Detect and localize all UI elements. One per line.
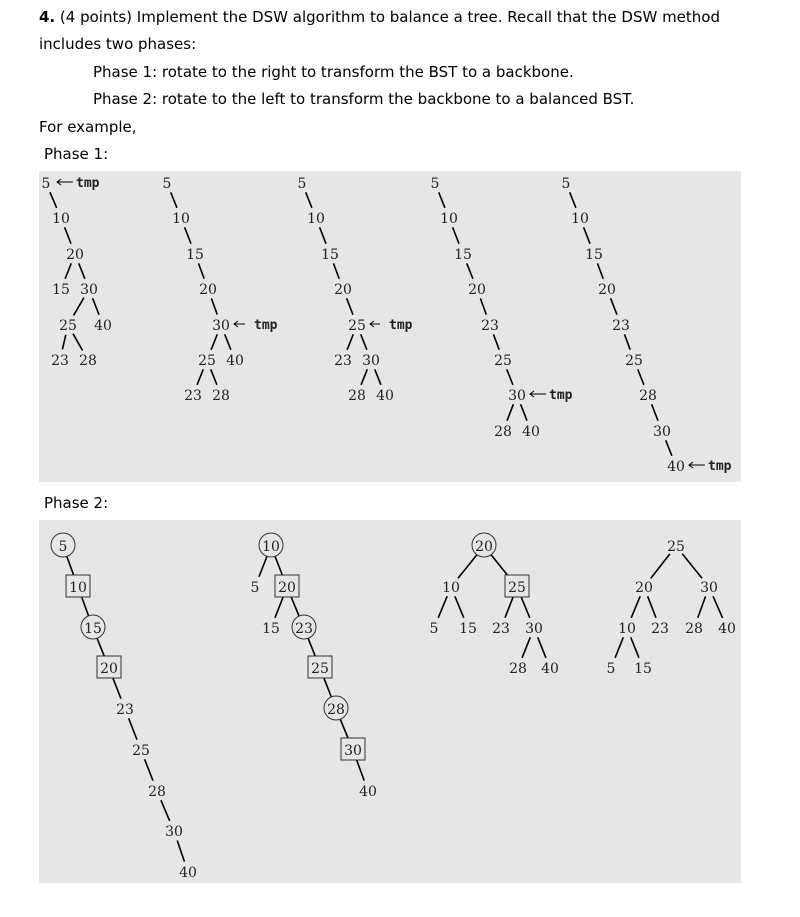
tree-node: 20 [635,580,653,596]
tree-node: 15 [262,621,280,637]
tmp-pointer-label: tmp [254,318,278,333]
tree-edge [631,637,639,658]
phase1_trees-tree-3 [298,176,413,404]
tree-node: 10 [69,580,87,596]
tree-node: 28 [639,388,657,404]
tree-node: 10 [172,211,190,227]
tree-node: 25 [625,353,643,369]
tree-edge [648,596,656,617]
tree-node: 40 [179,865,197,881]
tree-node: 30 [212,318,230,334]
tree-edge [306,192,312,208]
tree-edge [65,263,71,279]
tree-node: 25 [348,318,366,334]
tree-edge [439,192,445,208]
tree-node: 10 [571,211,589,227]
tree-edge [638,369,644,385]
phase2-label: Phase 2: [44,494,109,512]
tree-node: 10 [442,580,460,596]
tree-node: 40 [359,784,377,800]
tree-edge [615,637,623,658]
tree-node: 28 [212,388,230,404]
tree-edge [505,596,513,617]
tree-node: 15 [321,247,339,263]
tree-edge [320,227,326,243]
phase2-description: Phase 2: rotate to the left to transform the backbone to a balanced BST. [93,90,635,108]
tree-edge [597,263,603,278]
tree-edge [361,369,367,385]
tree-edge [652,404,658,420]
tree-node: 20 [278,580,296,596]
tree-node: 10 [440,211,458,227]
tmp-pointer-label: tmp [389,318,413,333]
tree-node: 40 [541,661,559,677]
tree-edge [66,555,74,576]
tree-edge [145,759,153,780]
tree-node: 40 [522,424,540,440]
tree-node: 28 [509,661,527,677]
question-intro: (4 points) Implement the DSW algorithm to balance a tree. Recall that the DSW method [59,8,720,26]
tree-edge [197,369,203,385]
tree-edge [480,298,486,314]
tree-node: 20 [475,539,493,555]
tree-node: 28 [327,702,345,718]
tree-edge [713,596,723,618]
for-example-label: For example, [39,118,137,136]
tree-edge [129,718,137,739]
tree-node: 30 [525,621,543,637]
tree-node: 23 [116,702,134,718]
tree-edge [113,677,121,698]
tree-node: 28 [148,784,166,800]
tree-node: 23 [51,353,69,369]
tree-edge [211,334,217,350]
tree-edge [375,369,381,385]
tree-node: 5 [250,580,260,596]
tree-node: 23 [295,621,313,637]
tree-node: 30 [362,353,380,369]
tree-node: 30 [344,743,362,759]
phase1_trees-tree-5 [562,176,732,475]
tree-edge [455,596,464,618]
tree-node: 5 [162,176,172,192]
tree-edge [171,192,177,208]
tree-edge [522,637,530,658]
tree-node: 25 [508,580,526,596]
tree-edge [324,677,332,698]
tree-node: 5 [297,176,307,192]
tree-node: 25 [667,539,685,555]
tree-node: 5 [561,176,571,192]
tree-edge [356,759,364,780]
tree-node: 5 [606,661,616,677]
tree-edge [570,192,576,208]
tree-node: 28 [79,353,97,369]
tree-edge [275,596,283,617]
question-number: 4. [39,8,56,26]
tree-edge [177,840,184,861]
tree-node: 5 [430,176,440,192]
tree-node: 28 [348,388,366,404]
tree-node: 23 [481,318,499,334]
tree-edge [631,596,640,618]
tree-node: 25 [198,353,216,369]
tree-edge [50,192,57,208]
tree-node: 30 [653,424,671,440]
phase1_trees-tree-4 [431,176,573,440]
tree-node: 15 [84,621,102,637]
tree-edge [347,334,353,350]
tree-node: 15 [634,661,652,677]
tree-node: 5 [429,621,439,637]
tree-edge [521,596,530,618]
tree-node: 23 [184,388,202,404]
tree-node: 40 [718,621,736,637]
tree-node: 15 [52,282,70,298]
tree-edge [507,369,513,385]
tree-edge [291,596,300,618]
phase2_trees-tree-4 [607,539,736,677]
tree-edge [74,298,84,316]
tree-edge [651,554,670,578]
tree-edge [198,263,204,278]
tree-edge [97,637,105,658]
tree-edge [521,404,527,420]
tree-edge [611,298,617,314]
tree-node: 10 [307,211,325,227]
tree-node: 40 [667,459,685,475]
tree-edge [458,554,478,579]
tree-edge [624,334,630,349]
tree-edge [507,404,513,420]
tree-edge [453,227,459,243]
tree-edge [211,298,217,314]
tree-edge [682,554,702,579]
tree-node: 25 [494,353,512,369]
tree-edge [493,334,499,349]
tree-edge [62,335,65,350]
tree-edge [347,298,353,314]
phase1_trees-tree-1 [42,176,112,369]
tree-edge [308,637,316,658]
tree-node: 10 [52,211,70,227]
tree-node: 25 [132,743,150,759]
tree-node: 20 [66,247,84,263]
tmp-pointer-label: tmp [708,459,732,474]
tree-node: 5 [41,176,51,192]
tree-edge [185,227,191,243]
tree-edge [81,596,89,617]
tree-edge [73,334,83,351]
phase1-label: Phase 1: [44,145,109,163]
tree-node: 30 [80,282,98,298]
tmp-pointer-label: tmp [76,176,100,191]
phase1_trees-tree-2 [163,176,278,404]
tree-node: 23 [492,621,510,637]
tree-node: 20 [598,282,616,298]
tree-node: 28 [494,424,512,440]
tree-edge [161,800,170,821]
question-intro-cont: includes two phases: [39,35,197,53]
tree-node: 28 [685,621,703,637]
tree-node: 20 [199,282,217,298]
tree-node: 25 [311,661,329,677]
tree-edge [259,555,267,576]
tree-node: 10 [262,539,280,555]
tree-edge [467,263,473,279]
tree-node: 20 [100,661,118,677]
phase2_trees-tree-1 [51,533,197,881]
tree-edge [361,334,367,350]
tree-edge [698,596,706,617]
tree-node: 20 [334,282,352,298]
tree-edge [93,298,99,314]
phase2_trees-tree-2 [251,533,377,800]
tree-node: 15 [585,247,603,263]
tree-edge [225,334,231,350]
tree-edge [438,596,447,618]
tree-node: 40 [94,318,112,334]
tree-edge [538,637,546,658]
phase1-description: Phase 1: rotate to the right to transform the BST to a backbone. [93,63,574,81]
tree-edge [211,369,217,385]
tree-node: 30 [508,388,526,404]
tree-node: 23 [334,353,352,369]
tree-node: 5 [58,539,68,555]
tree-edge [584,227,590,243]
tree-edge [666,440,672,456]
tree-node: 40 [226,353,244,369]
tree-node: 15 [454,247,472,263]
tree-edge [275,555,283,576]
tree-node: 25 [59,318,77,334]
tree-node: 30 [165,824,183,840]
tree-node: 23 [651,621,669,637]
tree-node: 40 [376,388,394,404]
tree-node: 15 [186,247,204,263]
tree-node: 23 [612,318,630,334]
tree-edge [65,227,71,243]
tree-edge [333,263,339,278]
tree-edge [79,263,85,279]
tree-edge [340,718,349,740]
tree-node: 15 [459,621,477,637]
tmp-pointer-label: tmp [549,388,573,403]
tree-node: 20 [468,282,486,298]
tree-node: 30 [700,580,718,596]
tree-node: 10 [618,621,636,637]
phase2_trees-tree-3 [430,533,559,677]
